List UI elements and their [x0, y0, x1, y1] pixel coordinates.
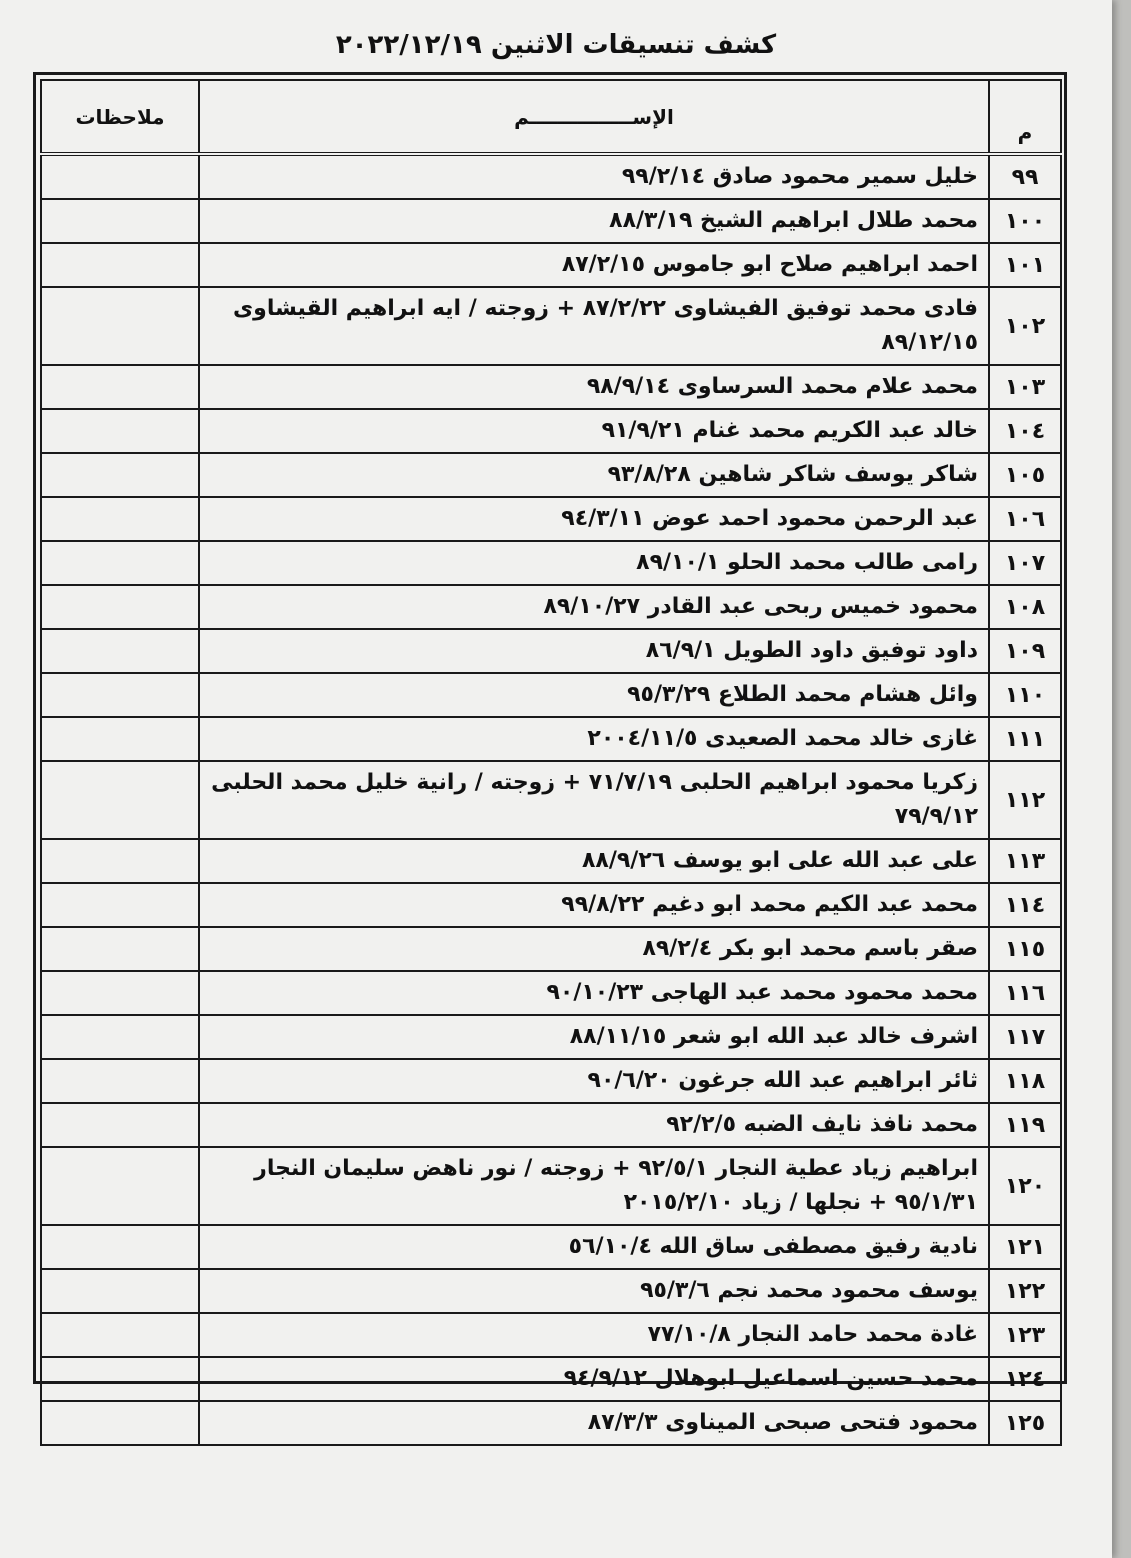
row-notes	[41, 585, 199, 629]
row-name: ابراهيم زياد عطية النجار ٩٢/٥/١ + زوجته / نور ناهض سليمان النجار ٩٥/١/٣١ + نجلها / زياد ٢٠١٥/٢/١٠	[199, 1147, 989, 1225]
table-row	[41, 243, 1061, 287]
table-row	[41, 497, 1061, 541]
row-notes	[41, 409, 199, 453]
row-notes	[41, 883, 199, 927]
row-number: ١٠٨	[989, 585, 1061, 629]
table-row	[41, 1147, 1061, 1225]
row-name: نادية رفيق مصطفى ساق الله ٥٦/١٠/٤	[199, 1225, 989, 1269]
row-name: غادة محمد حامد النجار ٧٧/١٠/٨	[199, 1313, 989, 1357]
table-row	[41, 717, 1061, 761]
row-number: ١٢١	[989, 1225, 1061, 1269]
row-notes	[41, 629, 199, 673]
row-name: فادى محمد توفيق الفيشاوى ٨٧/٢/٢٢ + زوجته / ايه ابراهيم القيشاوى ٨٩/١٢/١٥	[199, 287, 989, 365]
row-notes	[41, 971, 199, 1015]
row-notes	[41, 453, 199, 497]
row-name: يوسف محمود محمد نجم ٩٥/٣/٦	[199, 1269, 989, 1313]
header-number: م	[989, 80, 1061, 154]
table-row	[41, 673, 1061, 717]
row-notes	[41, 761, 199, 839]
table-row	[41, 154, 1061, 199]
row-name: اشرف خالد عبد الله ابو شعر ٨٨/١١/١٥	[199, 1015, 989, 1059]
row-notes	[41, 839, 199, 883]
row-name: محمد نافذ نايف الضبه ٩٢/٢/٥	[199, 1103, 989, 1147]
header-notes: ملاحظات	[41, 80, 199, 154]
row-number: ١١٣	[989, 839, 1061, 883]
table-row	[41, 453, 1061, 497]
row-number: ١١٤	[989, 883, 1061, 927]
row-number: ١١٥	[989, 927, 1061, 971]
row-notes	[41, 1147, 199, 1225]
table-row	[41, 365, 1061, 409]
row-number: ١١٠	[989, 673, 1061, 717]
row-number: ١٢٤	[989, 1357, 1061, 1401]
row-number: ١١٧	[989, 1015, 1061, 1059]
row-number: ١٠٥	[989, 453, 1061, 497]
row-name: وائل هشام محمد الطلاع ٩٥/٣/٢٩	[199, 673, 989, 717]
row-name: محمد حسين اسماعيل ابوهلال ٩٤/٩/١٢	[199, 1357, 989, 1401]
row-number: ١٢٢	[989, 1269, 1061, 1313]
row-name: شاكر يوسف شاكر شاهين ٩٣/٨/٢٨	[199, 453, 989, 497]
table-row	[41, 1225, 1061, 1269]
row-name: خليل سمير محمود صادق ٩٩/٢/١٤	[199, 154, 989, 199]
row-number: ١٠٣	[989, 365, 1061, 409]
row-notes	[41, 199, 199, 243]
table-row	[41, 1357, 1061, 1401]
row-name: محمد علام محمد السرساوى ٩٨/٩/١٤	[199, 365, 989, 409]
row-name: محمد محمود محمد عبد الهاجى ٩٠/١٠/٢٣	[199, 971, 989, 1015]
table-row	[41, 585, 1061, 629]
row-notes	[41, 541, 199, 585]
row-number: ١١٨	[989, 1059, 1061, 1103]
row-number: ١١١	[989, 717, 1061, 761]
row-name: صقر باسم محمد ابو بكر ٨٩/٢/٤	[199, 927, 989, 971]
row-number: ١٠٦	[989, 497, 1061, 541]
row-notes	[41, 1225, 199, 1269]
table-row	[41, 883, 1061, 927]
row-notes	[41, 365, 199, 409]
row-name: ثائر ابراهيم عبد الله جرغون ٩٠/٦/٢٠	[199, 1059, 989, 1103]
row-notes	[41, 287, 199, 365]
table-body	[41, 154, 1061, 1445]
row-name: محمد عبد الكيم محمد ابو دغيم ٩٩/٨/٢٢	[199, 883, 989, 927]
table-row	[41, 839, 1061, 883]
table-header-row	[41, 80, 1061, 154]
row-name: خالد عبد الكريم محمد غنام ٩١/٩/٢١	[199, 409, 989, 453]
row-number: ٩٩	[989, 154, 1061, 199]
row-name: عبد الرحمن محمود احمد عوض ٩٤/٣/١١	[199, 497, 989, 541]
page-title: كشف تنسيقات الاثنين ٢٠٢٢/١٢/١٩	[335, 30, 777, 60]
row-number: ١٠٢	[989, 287, 1061, 365]
row-number: ١٢٠	[989, 1147, 1061, 1225]
row-notes	[41, 1015, 199, 1059]
row-number: ١٢٥	[989, 1401, 1061, 1445]
row-name: زكريا محمود ابراهيم الحلبى ٧١/٧/١٩ + زوجته / رانية خليل محمد الحلبى ٧٩/٩/١٢	[199, 761, 989, 839]
row-notes	[41, 1269, 199, 1313]
row-notes	[41, 1059, 199, 1103]
table-row	[41, 761, 1061, 839]
row-notes	[41, 673, 199, 717]
roster-frame	[33, 72, 1067, 1436]
header-name: الإســـــــــــــــم	[199, 80, 989, 154]
row-name: محمود فتحى صبحى الميناوى ٨٧/٣/٣	[199, 1401, 989, 1445]
row-number: ١١٢	[989, 761, 1061, 839]
row-notes	[41, 154, 199, 199]
table-row	[41, 1313, 1061, 1357]
table-row	[41, 199, 1061, 243]
row-notes	[41, 717, 199, 761]
row-notes	[41, 243, 199, 287]
table-row	[41, 409, 1061, 453]
row-name: غازى خالد محمد الصعيدى ٢٠٠٤/١١/٥	[199, 717, 989, 761]
table-row	[41, 541, 1061, 585]
row-number: ١١٩	[989, 1103, 1061, 1147]
table-row	[41, 629, 1061, 673]
row-number: ١١٦	[989, 971, 1061, 1015]
table-row	[41, 1401, 1061, 1445]
row-number: ١٠٤	[989, 409, 1061, 453]
row-notes	[41, 1357, 199, 1401]
row-number: ١٠٠	[989, 199, 1061, 243]
table-row	[41, 927, 1061, 971]
row-notes	[41, 927, 199, 971]
row-name: محمود خميس ربحى عبد القادر ٨٩/١٠/٢٧	[199, 585, 989, 629]
row-number: ١٠١	[989, 243, 1061, 287]
row-name: داود توفيق داود الطويل ٨٦/٩/١	[199, 629, 989, 673]
row-notes	[41, 497, 199, 541]
row-notes	[41, 1103, 199, 1147]
table-row	[41, 1103, 1061, 1147]
row-name: على عبد الله على ابو يوسف ٨٨/٩/٢٦	[199, 839, 989, 883]
row-name: احمد ابراهيم صلاح ابو جاموس ٨٧/٢/١٥	[199, 243, 989, 287]
row-number: ١٠٩	[989, 629, 1061, 673]
table-row	[41, 1269, 1061, 1313]
roster-table	[40, 79, 1062, 1446]
table-row	[41, 1015, 1061, 1059]
row-number: ١٢٣	[989, 1313, 1061, 1357]
row-notes	[41, 1401, 199, 1445]
row-name: محمد طلال ابراهيم الشيخ ٨٨/٣/١٩	[199, 199, 989, 243]
table-row	[41, 1059, 1061, 1103]
table-row	[41, 287, 1061, 365]
row-notes	[41, 1313, 199, 1357]
table-row	[41, 971, 1061, 1015]
row-number: ١٠٧	[989, 541, 1061, 585]
row-name: رامى طالب محمد الحلو ٨٩/١٠/١	[199, 541, 989, 585]
